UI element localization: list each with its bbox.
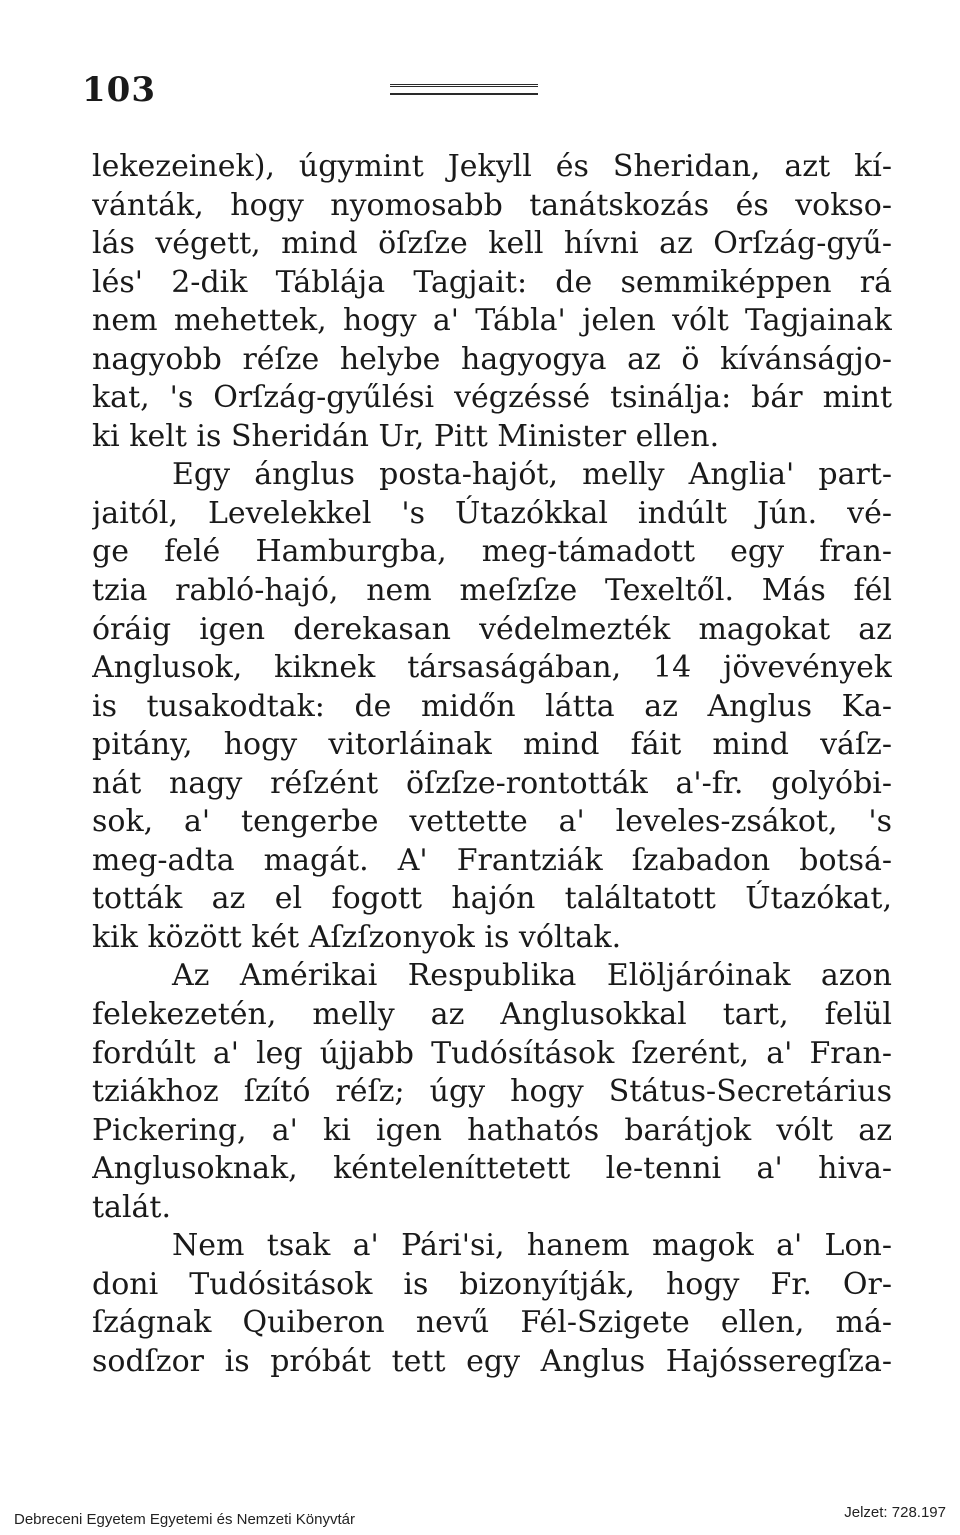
text-line: kik között két Aſzſzonyok is vóltak. — [92, 919, 622, 955]
text-line: Pickering, a' ki igen hathatós barátjok vólt az — [92, 1112, 892, 1148]
paragraph-start: Egy ánglus posta-hajót, melly Anglia' part- — [172, 457, 892, 493]
text-line: fordúlt a' leg újjabb Tudósítások ſzerént, a' Fran- — [92, 1035, 892, 1071]
text-line: lás végett, mind öſzſze kell hívni az Orſzág-gyű- — [92, 226, 892, 262]
page-number: 103 — [82, 70, 156, 110]
text-line: vánták, hogy nyomosabb tanátskozás és vokso- — [92, 187, 892, 223]
text-line: Anglusoknak, kénteleníttetett le-tenni a' hiva- — [92, 1151, 892, 1187]
text-line: ſzágnak Quiberon nevű Fél-Szigete ellen, má- — [92, 1305, 892, 1341]
text-line: ki kelt is Sheridán Ur, Pitt Minister ellen. — [92, 418, 720, 454]
paragraph-start: Az Amérikai Respublika Elöljáróinak azon — [172, 958, 892, 994]
text-line: tzia rabló-hajó, nem meſzſze Texeltől. Más fél — [92, 573, 892, 609]
text-line: ge felé Hamburgba, meg-támadott egy fran- — [92, 534, 892, 570]
text-line: nagyobb réſze helybe hagyogya az ö kívánságjo- — [92, 341, 892, 377]
body-text — [92, 148, 892, 1382]
paragraph-start: Nem tsak a' Pári'si, hanem magok a' Lon- — [172, 1228, 892, 1264]
text-line: sodſzor is próbát tett egy Anglus Hajósseregſza- — [92, 1343, 892, 1379]
text-line: meg-adta magát. A' Frantziák ſzabadon botsá- — [92, 842, 892, 878]
shelfmark: Jelzet: 728.197 — [844, 1504, 946, 1521]
text-line: doni Tudósitások is bizonyítják, hogy Fr. Or- — [92, 1266, 892, 1302]
library-credit: Debreceni Egyetem Egyetemi és Nemzeti Könyvtár — [14, 1511, 355, 1528]
text-line: lés' 2-dik Táblája Tagjait: de semmiképpen rá — [92, 264, 892, 300]
text-line: sok, a' tengerbe vettette a' leveles-zsákot, 's — [92, 804, 892, 840]
text-line: is tusakodtak: de midőn látta az Anglus Ka- — [92, 688, 892, 724]
text-line: tották az el fogott hajón találtatott Útazókat, — [92, 881, 892, 917]
text-line: kat, 's Orſzág-gyűlési végzéssé tsinálja: bár mint — [92, 380, 892, 416]
text-line: lekezeinek), úgymint Jekyll és Sheridan, azt kí- — [92, 149, 892, 184]
text-line: nem mehettek, hogy a' Tábla' jelen vólt Tagjainak — [92, 303, 892, 339]
text-line: talát. — [92, 1189, 172, 1225]
text-line: óráig igen derekasan védelmezték magokat az — [92, 611, 892, 647]
text-line: felekezetén, melly az Anglusokkal tart, felül — [92, 997, 892, 1033]
text-line: pitány, hogy vitorláinak mind fáit mind váſz- — [92, 727, 892, 763]
text-line: jaitól, Levelekkel 's Útazókkal indúlt Jún. vé- — [92, 495, 892, 531]
text-line: nát nagy réſzént öſzſze-rontották a'-fr. golyóbi- — [92, 765, 892, 801]
text-line: tziákhoz ſzító réſz; úgy hogy Státus-Secretárius — [92, 1074, 892, 1110]
text-line: Anglusok, kiknek társaságában, 14 jövevények — [92, 650, 892, 686]
header-rule — [390, 84, 538, 87]
